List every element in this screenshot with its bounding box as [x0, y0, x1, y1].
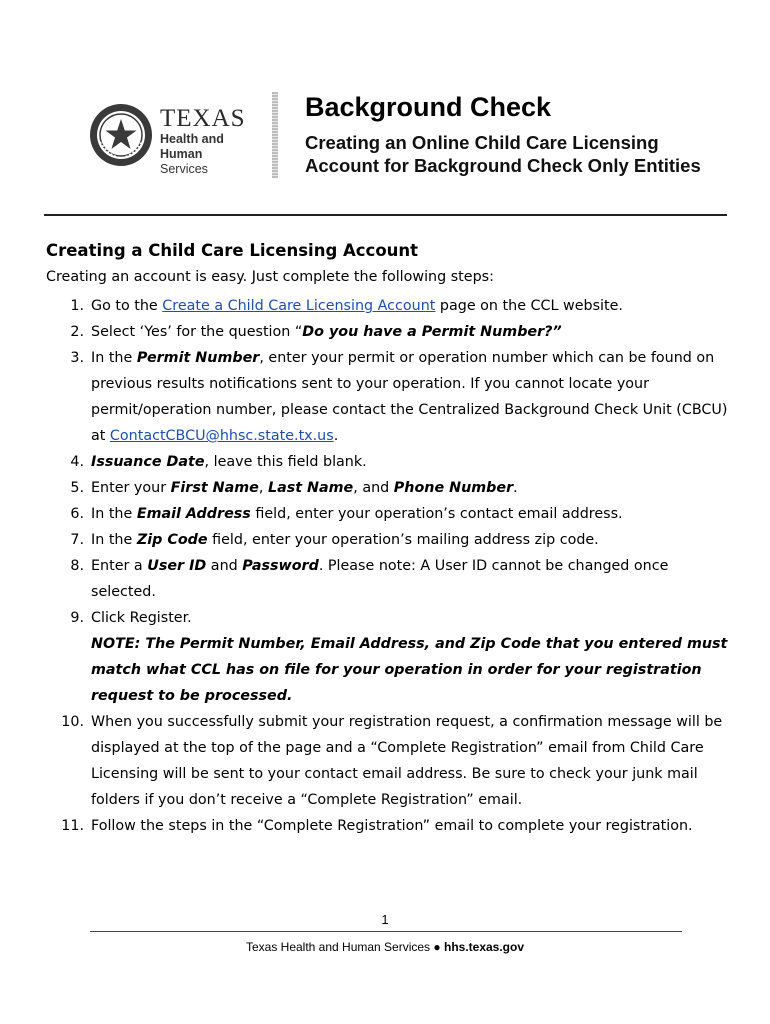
step-text: In the [91, 532, 137, 548]
cbcu-email-link[interactable]: ContactCBCU@hhsc.state.tx.us [109, 428, 334, 444]
main-content [46, 240, 736, 839]
step-number: 1. [70, 298, 84, 314]
step-emphasis: Do you have a Permit Number?” [302, 324, 562, 340]
footer-org: Texas Health and Human Services ● [245, 940, 441, 954]
step-1 [46, 293, 736, 319]
step-text: , [258, 480, 268, 496]
step-emphasis: Zip Code [136, 532, 208, 548]
step-number: 11. [61, 818, 84, 834]
note-text: request to be processed. [91, 688, 293, 704]
step-text: selected. [91, 584, 156, 600]
step-text: and [206, 558, 243, 574]
page-number: 1 [381, 912, 389, 927]
step-text: In the [91, 350, 137, 366]
step-emphasis: User ID [147, 558, 207, 574]
logo-text [160, 106, 268, 177]
step-text: , enter your permit or operation number which can be found on [259, 350, 715, 366]
step-5 [46, 475, 736, 501]
section-title: Creating a Child Care Licensing Account [46, 241, 419, 260]
step-text: field, enter your operation’s contact email address. [250, 506, 623, 522]
step-2 [46, 319, 736, 345]
step-text: folders if you don’t receive a “Complete Registration” email. [91, 792, 523, 808]
create-account-link[interactable]: Create a Child Care Licensing Account [162, 298, 436, 314]
steps-list [46, 293, 736, 839]
step-number: 7. [70, 532, 84, 548]
step-number: 9. [70, 610, 84, 626]
logo-line3: Services [160, 162, 208, 176]
step-emphasis: Permit Number [136, 350, 260, 366]
step-number: 3. [70, 350, 84, 366]
footer-site: hhs.texas.gov [443, 940, 525, 954]
step-text: Go to the [91, 298, 163, 314]
step-number: 6. [70, 506, 84, 522]
step-7 [46, 527, 736, 553]
step-text: Select ‘Yes’ for the question “ [91, 324, 303, 340]
step-11 [46, 813, 736, 839]
step-text: . [333, 428, 339, 444]
step-text: When you successfully submit your registration request, a confirmation message will be [91, 714, 723, 730]
step-emphasis: Issuance Date [91, 454, 205, 470]
step-text: permit/operation number, please contact the Centralized Background Check Unit (CBCU) [91, 402, 728, 418]
step-3 [46, 345, 736, 449]
step-number: 10. [61, 714, 84, 730]
step-9 [46, 605, 736, 709]
step-emphasis: Email Address [136, 506, 251, 522]
step-6 [46, 501, 736, 527]
step-number: 8. [70, 558, 84, 574]
step-number: 4. [70, 454, 84, 470]
footer-rule [90, 931, 682, 932]
step-number: 5. [70, 480, 84, 496]
section-intro: Creating an account is easy. Just complete the following steps: [46, 269, 494, 285]
step-10 [46, 709, 736, 813]
page-footer [0, 940, 770, 954]
step-4 [46, 449, 736, 475]
texas-seal-icon [88, 102, 154, 168]
step-emphasis: Last Name [267, 480, 354, 496]
step-text: , and [353, 480, 394, 496]
step-text: In the [91, 506, 137, 522]
header-rule [44, 214, 727, 216]
step-text: displayed at the top of the page and a “Complete Registration” email from Child Care [91, 740, 704, 756]
step-text: . [513, 480, 518, 496]
step-8 [46, 553, 736, 605]
step-text: at [91, 428, 110, 444]
step-text: page on the CCL website. [435, 298, 623, 314]
step-emphasis: Password [242, 558, 319, 574]
hhs-logo [88, 100, 268, 180]
step-number: 2. [70, 324, 84, 340]
step-text: . Please note: A User ID cannot be changed once [318, 558, 669, 574]
page-subtitle: Creating an Online Child Care Licensing Account for Background Check Only Entities [305, 132, 701, 176]
page-title: Background Check [305, 92, 552, 122]
step-text: Follow the steps in the “Complete Registration” email to complete your registration. [91, 818, 693, 834]
step-text: previous results notifications sent to your operation. If you cannot locate your [91, 376, 649, 392]
step-text: Licensing will be sent to your contact email address. Be sure to check your junk mail [91, 766, 698, 782]
step-emphasis: First Name [170, 480, 259, 496]
step-text: Click Register. [91, 610, 192, 626]
step-text: Enter your [91, 480, 171, 496]
note-text: NOTE: The Permit Number, Email Address, and Zip Code that you entered must [91, 636, 728, 652]
step-text: Enter a [91, 558, 148, 574]
header-divider [272, 92, 278, 178]
step-text: , leave this field blank. [204, 454, 367, 470]
step-text: field, enter your operation’s mailing address zip code. [207, 532, 599, 548]
note-text: match what CCL has on file for your operation in order for your registration [91, 662, 702, 678]
logo-texas: TEXAS [160, 105, 246, 132]
document-header [0, 0, 770, 220]
step-emphasis: Phone Number [393, 480, 514, 496]
logo-line2: Health and Human [160, 132, 224, 161]
